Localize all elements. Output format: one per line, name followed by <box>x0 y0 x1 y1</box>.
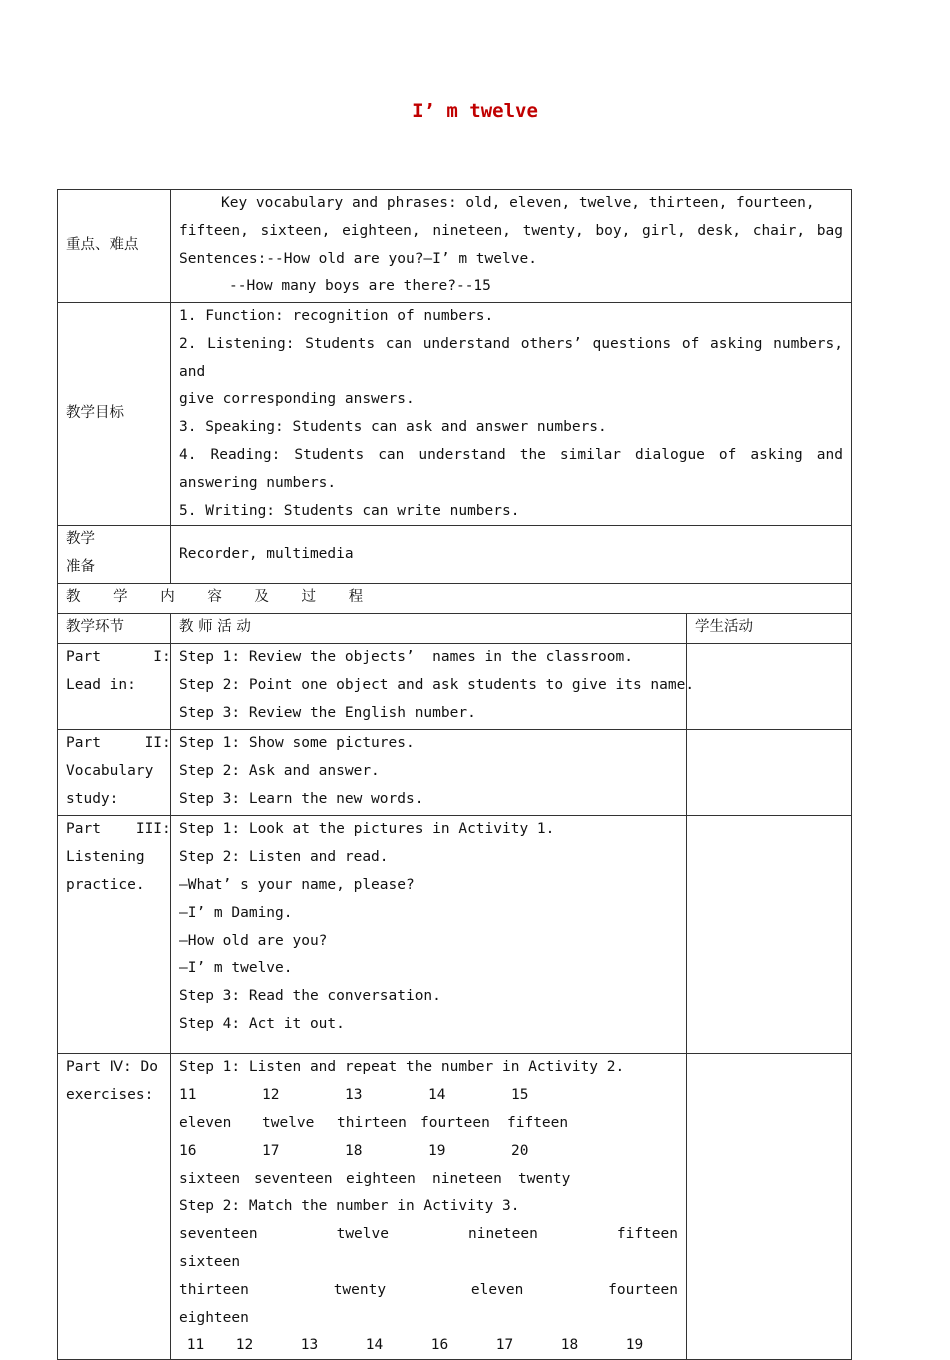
stage-header: 教学环节 <box>58 614 171 644</box>
student-header: 学生活动 <box>687 614 852 644</box>
match-word: fifteen <box>616 1226 678 1243</box>
step-line: Step 1: Listen and repeat the number in Activity 2. <box>179 1059 625 1076</box>
objective-line: answering numbers. <box>179 474 337 491</box>
number-cell: 15 <box>511 1087 529 1104</box>
key-points-line: --How many boys are there?--15 <box>229 278 491 295</box>
prep-value: Recorder, multimedia <box>171 526 852 584</box>
part-label-line: Listening <box>66 849 145 866</box>
key-points-line: fifteen, sixteen, eighteen, nineteen, twenty, boy, girl, desk, chair, bag <box>179 222 843 239</box>
match-word: twelve <box>336 1226 389 1243</box>
word-cell: twenty <box>518 1170 571 1187</box>
objectives-row <box>58 303 852 526</box>
number-row <box>179 1332 678 1359</box>
student-activity <box>687 1054 852 1360</box>
word-cell: seventeen <box>254 1170 333 1187</box>
key-points-row <box>58 190 852 303</box>
step-line: Step 3: Read the conversation. <box>179 988 441 1005</box>
number-cell: 18 <box>560 1337 579 1354</box>
number-cell: 11 <box>179 1087 197 1104</box>
number-cell: 14 <box>365 1337 384 1354</box>
step-line: —What’ s your name, please? <box>179 876 415 893</box>
number-cell: 18 <box>345 1142 363 1159</box>
word-cell: fifteen <box>507 1114 569 1131</box>
key-points-label: 重点、难点 <box>58 190 171 303</box>
step-line: Step 3: Review the English number. <box>179 704 476 721</box>
number-cell: 19 <box>625 1337 644 1354</box>
step-line: Step 1: Show some pictures. <box>179 735 415 752</box>
step-line: —I’ m Daming. <box>179 904 293 921</box>
match-word: eleven <box>470 1281 524 1298</box>
number-cell: 17 <box>495 1337 514 1354</box>
teacher-activity <box>171 644 695 730</box>
match-row <box>179 1221 678 1249</box>
page-title: I’ m twelve <box>412 100 538 122</box>
part-label-line: Part Ⅳ: Do <box>66 1059 158 1076</box>
word-cell: sixteen <box>179 1170 241 1187</box>
teacher-activity <box>171 730 687 816</box>
objective-line: 5. Writing: Students can write numbers. <box>179 502 520 519</box>
word-cell: nineteen <box>432 1170 502 1187</box>
match-word: fourteen <box>608 1281 678 1298</box>
part-label-line: study: <box>66 790 119 807</box>
match-row <box>179 1277 678 1305</box>
student-activity <box>687 730 852 816</box>
teacher-activity <box>171 1054 687 1360</box>
number-cell: 16 <box>179 1142 197 1159</box>
number-cell: 14 <box>428 1087 446 1104</box>
word-cell: eighteen <box>346 1170 416 1187</box>
step-line: Step 1: Look at the pictures in Activity 1. <box>179 821 555 838</box>
part-label <box>58 644 171 730</box>
student-activity <box>687 644 852 730</box>
objective-line: give corresponding answers. <box>179 391 415 408</box>
match-word: sixteen <box>179 1253 241 1270</box>
step-line: Step 2: Listen and read. <box>179 849 389 866</box>
prep-label-line: 教学 <box>66 531 95 548</box>
word-cell: thirteen <box>337 1114 407 1131</box>
step-line: —I’ m twelve. <box>179 960 293 977</box>
key-points-content <box>171 190 852 303</box>
match-word: nineteen <box>468 1226 538 1243</box>
word-cell: eleven <box>179 1114 232 1131</box>
part-label-line: Part I: <box>66 649 171 666</box>
number-cell: 20 <box>511 1142 529 1159</box>
objective-line: 1. Function: recognition of numbers. <box>179 308 494 324</box>
key-points-line: Key vocabulary and phrases: old, eleven, twelve, thirteen, fourteen, <box>221 195 815 211</box>
word-cell: fourteen <box>420 1114 490 1131</box>
part-row <box>58 1054 852 1360</box>
number-row <box>179 1138 678 1166</box>
match-word: twenty <box>333 1281 387 1298</box>
number-cell: 13 <box>345 1087 363 1104</box>
part-label-line: Part III: <box>66 821 171 838</box>
step-line: Step 2: Point one object and ask students to give its name. <box>179 677 695 694</box>
number-cell: 11 <box>186 1337 205 1354</box>
match-word: thirteen <box>179 1281 249 1298</box>
student-activity <box>687 816 852 1054</box>
teacher-header: 教 师 活 动 <box>171 614 687 644</box>
prep-label-line: 准备 <box>66 559 95 576</box>
word-row <box>179 1166 678 1194</box>
part-label <box>58 1054 171 1360</box>
number-cell: 17 <box>262 1142 280 1159</box>
process-header-row <box>58 584 852 614</box>
teacher-activity <box>171 816 687 1054</box>
part-label-line: Lead in: <box>66 677 136 694</box>
lesson-plan-table <box>57 189 852 1360</box>
objectives-content <box>171 303 852 526</box>
part-label-line: Part II: <box>66 735 171 752</box>
part-row <box>58 816 852 1054</box>
part-label-line: Vocabulary <box>66 763 154 780</box>
objective-line: 3. Speaking: Students can ask and answer numbers. <box>179 419 607 436</box>
objective-line: 4. Reading: Students can understand the similar dialogue of asking and <box>179 446 843 463</box>
part-label <box>58 730 171 816</box>
step-line: Step 4: Act it out. <box>179 1015 345 1032</box>
key-points-line: Sentences:--How old are you?—I’ m twelve. <box>179 250 537 267</box>
prep-label <box>58 526 171 584</box>
match-word: seventeen <box>179 1226 258 1243</box>
objective-line: 2. Listening: Students can understand others’ questions of asking numbers, and <box>179 335 843 380</box>
step-line: Step 1: Review the objects’ names in the classroom. <box>179 649 633 666</box>
number-cell: 12 <box>262 1087 280 1104</box>
step-line: Step 2: Match the number in Activity 3. <box>179 1198 520 1215</box>
prep-row <box>58 526 852 584</box>
number-cell: 16 <box>430 1337 449 1354</box>
step-line: —How old are you? <box>179 932 328 949</box>
match-word: eighteen <box>179 1309 249 1326</box>
process-header: 教 学 内 容 及 过 程 <box>58 584 852 614</box>
part-label <box>58 816 171 1054</box>
part-row <box>58 644 852 730</box>
number-cell: 12 <box>235 1337 254 1354</box>
part-label-line: practice. <box>66 876 145 893</box>
step-line: Step 3: Learn the new words. <box>179 790 424 807</box>
part-label-line: exercises: <box>66 1087 154 1104</box>
number-cell: 13 <box>300 1337 319 1354</box>
number-row <box>179 1082 678 1110</box>
word-cell: twelve <box>262 1114 315 1131</box>
column-header-row <box>58 614 852 644</box>
step-line: Step 2: Ask and answer. <box>179 763 380 780</box>
objectives-label: 教学目标 <box>58 303 171 526</box>
word-row <box>179 1110 678 1138</box>
part-row <box>58 730 852 816</box>
number-cell: 19 <box>428 1142 446 1159</box>
